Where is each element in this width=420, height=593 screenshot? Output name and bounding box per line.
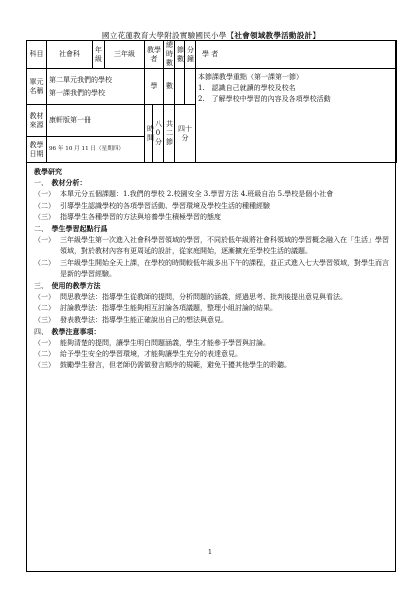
goal-2: 2. 了解學校中學習的內容及各項學校活動	[198, 95, 331, 103]
date-label: 教學日期	[27, 137, 47, 163]
list-item-text: 三年級學生第一次進入社會科學習領域的學習，不同於低年級將社會科領域的學習概念融入在「生活」學習領域，對於教材內容有更周延的設計，從家庭開始，逐漸擴充至學校生活的議題。	[60, 236, 389, 256]
time-label: 時間	[145, 105, 153, 163]
teaching-research	[34, 166, 390, 372]
title-bold: 社會領域教學活動設計	[234, 31, 313, 40]
title-prefix: 國立花蓮教育大學附設實驗國民小學【	[101, 31, 235, 40]
list-item	[34, 189, 390, 200]
title-suffix: 】	[312, 31, 321, 40]
unit-value	[47, 69, 145, 105]
list-item	[34, 303, 390, 314]
list-item	[34, 315, 390, 326]
section-2-title	[34, 223, 390, 235]
section-1-label: 教材分析：	[51, 178, 87, 188]
section-4-number: 四、	[34, 327, 45, 336]
list-item-text: 發表教學法：指導學生能正確說出自己的想法與意見。	[60, 315, 228, 324]
list-item	[34, 360, 390, 371]
goals-cell	[196, 69, 397, 163]
list-item-label: （一）	[34, 293, 55, 302]
list-item	[34, 201, 390, 212]
teacher-value: 學 者	[196, 41, 397, 69]
list-item-text: 三年級學生開始全天上課，在學校的時間較低年級多出下午的課程，並正式進入七大學習領域，對學生而言是新的學習經驗。	[60, 258, 389, 278]
section-1-items	[34, 189, 390, 223]
section-3-items	[34, 292, 390, 326]
section-2-items	[34, 235, 390, 280]
list-item-text: 本單元分五個課題：1.我們的學校 2.校園安全 3.學習方法 4.班級自治 5.學校是個小社會	[60, 190, 334, 199]
list-item	[34, 292, 390, 303]
subject-value: 社會科	[47, 41, 93, 69]
list-item-label: （二）	[34, 258, 55, 267]
list-item-text: 鼓勵學生發言，但老師仍需做發言順序的規範，避免干擾其他學生的聆聽。	[60, 361, 291, 370]
list-item-label: （二）	[34, 350, 55, 359]
section-4-title	[34, 326, 390, 338]
list-item-label: （一）	[34, 236, 55, 245]
page-number: 1	[207, 548, 213, 556]
section-heading: 教學研究	[34, 167, 62, 176]
list-item-label: （一）	[34, 339, 55, 348]
list-item-text: 討論教學法：指導學生能夠相互討論各項議題，整理小組討論的結果。	[60, 304, 277, 313]
goals-title: 本節課教學重點（第一課第一節）	[198, 73, 303, 81]
teacher-label: 教學者	[145, 41, 164, 69]
minutes-label: 分鐘	[185, 41, 196, 69]
section-4-items	[34, 338, 390, 372]
list-item-text: 給予學生安全的學習環境，才能夠讓學生充分的表達意見。	[60, 350, 242, 359]
list-item-label: （一）	[34, 190, 55, 199]
section-3-label: 使用的教學方法	[51, 281, 101, 291]
list-item-text: 能夠清楚的提問，讓學生明白問題涵義，學生才能參予學習與討論。	[60, 339, 270, 348]
list-item	[34, 258, 390, 280]
section-3-number: 三、	[34, 282, 45, 291]
list-item	[34, 349, 390, 360]
date-value: 96 年 10 月 11 日（星期四）	[47, 137, 145, 163]
time-value: 八0分	[153, 105, 164, 163]
section-1-number: 一、	[34, 179, 45, 188]
material-value: 康軒版第一冊	[47, 105, 145, 137]
mins-value: 四十分	[175, 105, 196, 163]
section-1-title	[34, 177, 390, 189]
unit-mark-3	[175, 69, 185, 105]
unit-line-2: 第一課我們的學校	[49, 88, 105, 97]
list-item-label: （二）	[34, 304, 55, 313]
list-item-label: （二）	[34, 201, 55, 210]
list-item-text: 引導學生認識學校的各項學習活動、學習環境及學校生活的種種經驗	[60, 201, 270, 210]
goal-1: 1. 認識自己就讀的學校及校名	[198, 84, 296, 92]
list-item	[34, 338, 390, 349]
periods-label: 節數	[175, 41, 185, 69]
list-item-text: 指導學生各種學習的方法與培養學生積極學習的態度	[60, 212, 221, 221]
section-4-label: 教學注意事項：	[51, 326, 101, 336]
unit-mark-4	[185, 69, 196, 105]
unit-line-1: 第二單元我們的學校	[49, 75, 112, 84]
unit-mark-2: 數	[164, 69, 175, 105]
list-item	[34, 212, 390, 223]
sessions-value: 共二節	[164, 105, 175, 163]
grade-label: 年級	[93, 41, 105, 69]
header-table	[26, 40, 397, 163]
list-item-label: （三）	[34, 315, 55, 324]
section-2-number: 二、	[34, 225, 45, 234]
grade-value: 三年級	[105, 41, 145, 69]
total-hours-label: 總時數	[164, 41, 175, 69]
section-3-title	[34, 280, 390, 292]
section-2-label: 學生學習起點行爲	[51, 224, 108, 234]
list-item-label: （三）	[34, 361, 55, 370]
list-item-label: （三）	[34, 212, 55, 221]
subject-label: 科目	[27, 41, 47, 69]
list-item-text: 問思教學法：指導學生從教師的提問，分析問題的涵義，經過思考、批判後提出意見與看法。	[60, 293, 347, 302]
list-item	[34, 235, 390, 257]
material-label: 教材來源	[27, 105, 47, 137]
unit-mark: 學	[145, 69, 164, 105]
unit-label: 單元名稱	[27, 69, 47, 105]
